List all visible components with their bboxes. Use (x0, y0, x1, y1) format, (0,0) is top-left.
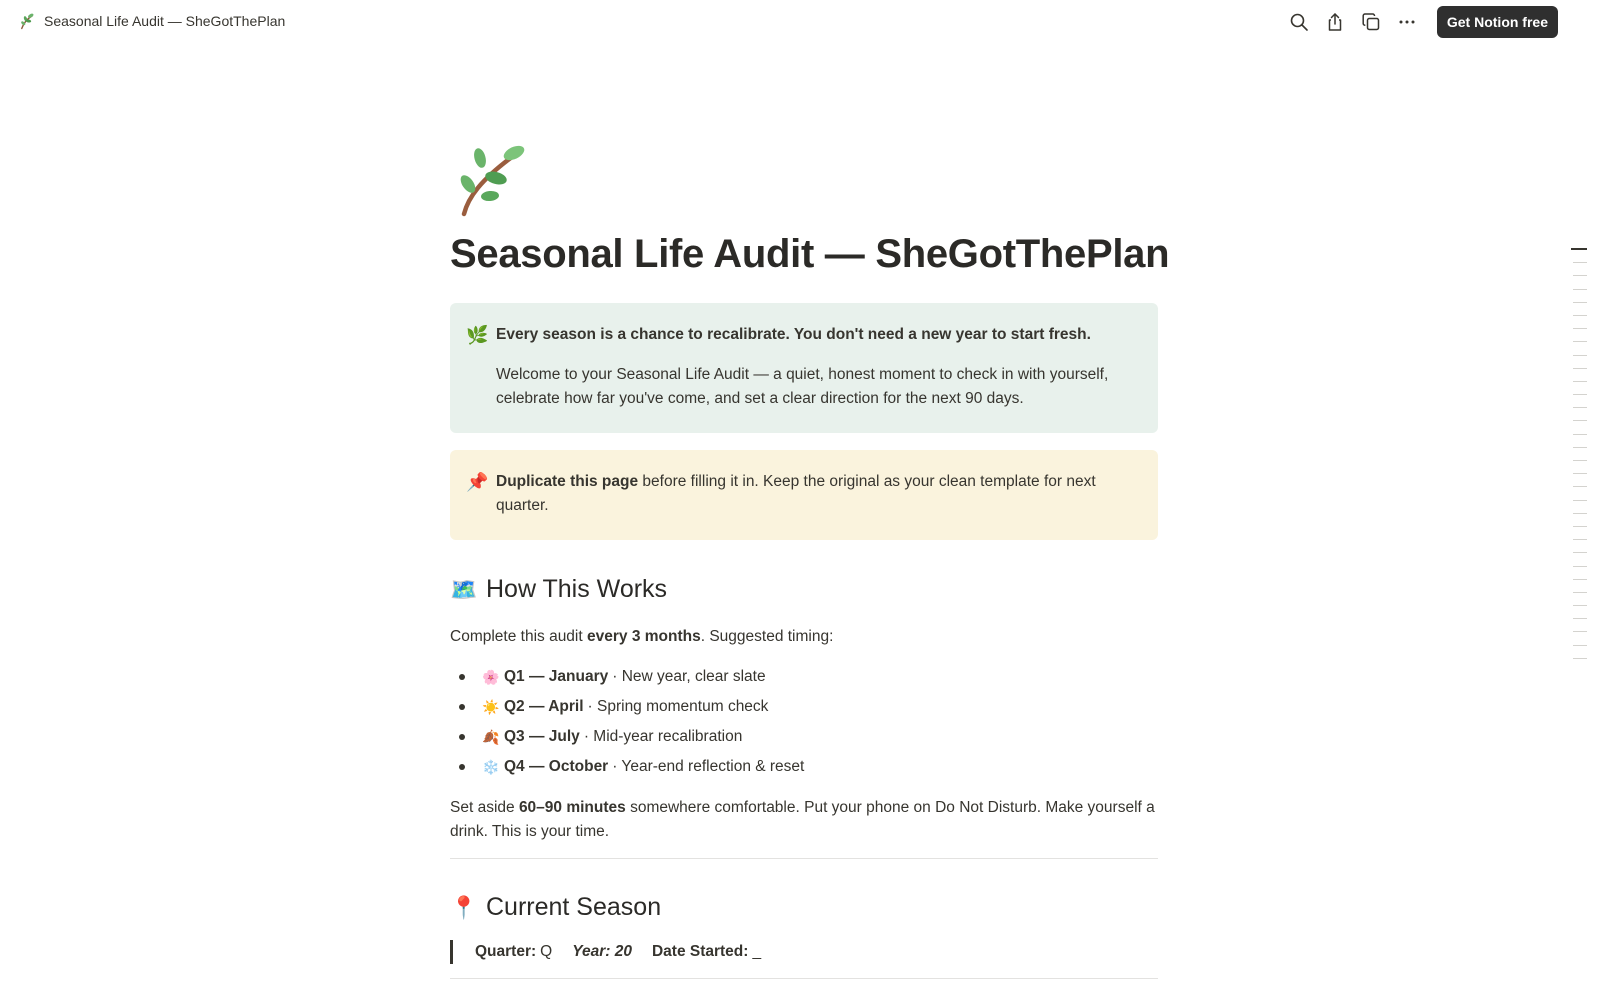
search-button[interactable] (1281, 6, 1317, 38)
duplicate-callout[interactable] (450, 450, 1158, 540)
quarter-label: Quarter: (475, 943, 537, 960)
quarter-list (450, 665, 1158, 785)
toc-item[interactable] (1573, 539, 1587, 540)
sprig-icon (18, 12, 36, 30)
date-started-value: _ (752, 943, 762, 960)
toc-item[interactable] (1573, 631, 1587, 632)
toc-item[interactable] (1573, 579, 1587, 580)
welcome-callout[interactable] (450, 303, 1158, 433)
search-icon (1289, 12, 1309, 32)
list-item[interactable]: ❄️ Q4 — October · Year-end reflection & reset (450, 755, 1158, 785)
toc-item[interactable] (1573, 302, 1587, 303)
heading-current-season[interactable]: 📍 Current Season (450, 893, 662, 921)
sun-icon: ☀️ (482, 699, 500, 715)
toc-item[interactable] (1573, 407, 1587, 408)
more-button[interactable] (1389, 6, 1425, 38)
toc-item[interactable] (1573, 420, 1587, 421)
toc-item[interactable] (1573, 618, 1587, 619)
page-title[interactable]: Seasonal Life Audit — SheGotThePlan (450, 232, 1170, 276)
toc-item[interactable] (1573, 381, 1587, 382)
toc-item[interactable] (1573, 592, 1587, 593)
toc-item[interactable] (1573, 289, 1587, 290)
year-label: Year: 20 (572, 943, 632, 960)
callout-body-text: Welcome to your Seasonal Life Audit — a quiet, honest moment to check in with yourself, celebrate how far you've come, and set a clear direction for the next 90 days. (496, 366, 1109, 407)
toc-item[interactable] (1573, 275, 1587, 276)
toc-item[interactable] (1573, 513, 1587, 514)
duplicate-button[interactable] (1353, 6, 1389, 38)
toc-item[interactable] (1573, 526, 1587, 527)
top-bar (0, 0, 1600, 44)
share-icon (1325, 12, 1345, 32)
season-quote-block[interactable] (450, 940, 761, 964)
date-started-label: Date Started: (651, 943, 749, 960)
duplicate-text: Duplicate this page before filling it in. Keep the original as your clean template for next quarter. (496, 473, 1096, 514)
toc-item[interactable] (1573, 368, 1587, 369)
sprig-icon[interactable] (450, 140, 528, 218)
blossom-icon: 🌸 (482, 669, 500, 685)
toc-item[interactable] (1573, 328, 1587, 329)
toc-item[interactable] (1573, 355, 1587, 356)
pin-icon: 📍 (450, 894, 478, 920)
breadcrumb-title[interactable]: Seasonal Life Audit — SheGotThePlan (44, 13, 286, 29)
toc-item[interactable] (1573, 394, 1587, 395)
intro-paragraph: Complete this audit every 3 months. Suggested timing: (450, 628, 834, 645)
duplicate-icon (1361, 12, 1381, 32)
callout-headline: Every season is a chance to recalibrate. You don't need a new year to start fresh. (496, 326, 1091, 343)
sprig-icon: 🌿 (466, 325, 489, 345)
divider (450, 978, 1158, 979)
toc-item[interactable] (1573, 552, 1587, 553)
map-icon: 🗺️ (450, 576, 478, 602)
toc-item[interactable] (1573, 460, 1587, 461)
top-actions (1281, 6, 1558, 38)
more-icon (1397, 12, 1417, 32)
list-item[interactable]: 🍂 Q3 — July · Mid-year recalibration (450, 725, 1158, 755)
toc-item[interactable] (1573, 605, 1587, 606)
list-item[interactable]: ☀️ Q2 — April · Spring momentum check (450, 695, 1158, 725)
list-item[interactable]: 🌸 Q1 — January · New year, clear slate (450, 665, 1158, 695)
get-notion-free-button[interactable]: Get Notion free (1437, 6, 1558, 38)
toc-item[interactable] (1573, 500, 1587, 501)
heading-how-this-works[interactable]: 🗺️ How This Works (450, 575, 668, 603)
toc-item[interactable] (1573, 447, 1587, 448)
toc-item[interactable] (1573, 486, 1587, 487)
toc-item[interactable] (1573, 658, 1587, 659)
toc-item[interactable] (1571, 248, 1587, 250)
breadcrumb[interactable] (18, 12, 285, 30)
quarter-value: Q (540, 943, 553, 960)
toc-item[interactable] (1573, 341, 1587, 342)
toc-item[interactable] (1573, 473, 1587, 474)
set-aside-paragraph: Set aside 60–90 minutes somewhere comfortable. Put your phone on Do Not Disturb. Make yourself a drink. This is your time. (450, 799, 1155, 840)
divider (450, 858, 1158, 859)
snowflake-icon: ❄️ (482, 759, 500, 775)
toc-item[interactable] (1573, 262, 1587, 263)
toc-item[interactable] (1573, 566, 1587, 567)
leaves-icon: 🍂 (482, 729, 500, 745)
toc-item[interactable] (1573, 645, 1587, 646)
share-button[interactable] (1317, 6, 1353, 38)
toc-item[interactable] (1573, 434, 1587, 435)
table-of-contents[interactable] (1571, 248, 1587, 671)
toc-item[interactable] (1573, 315, 1587, 316)
pushpin-icon: 📌 (466, 472, 489, 492)
